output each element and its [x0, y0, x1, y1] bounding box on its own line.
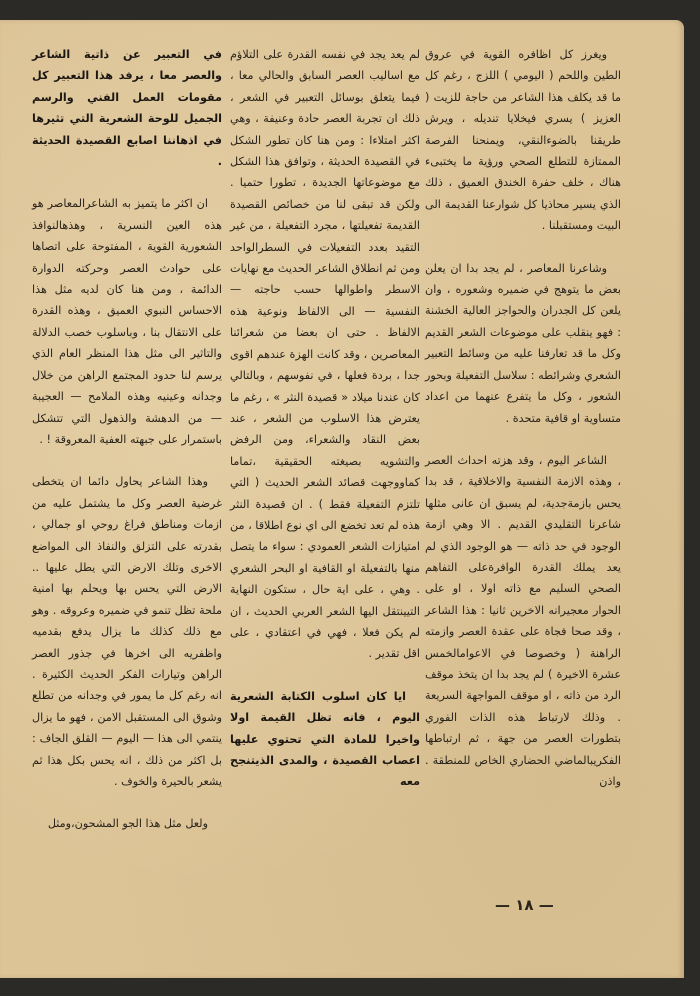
paragraph: ولعل مثل هذا الجو المشحون،ومثل [47, 817, 208, 831]
text-column-left [32, 44, 222, 856]
paragraph: الشاعر اليوم ، وقد هزته احداث العصر ، وهذه الازمة النفسية والاخلاقية ، قد بدا يحس بازمةجدية، لم يسبق ان عانى مثلها شاعرنا التقليدي القديم . الا وهي ازمة الوجود في حد ذاته — هو الوجود الذي لم يعد يملك القدرة الوافرةعلى التفاهم الصحي السليم مع ذاته اولا ، او على الحوار معجيرانه الاخرين ثانيا : هذا الشاعر ، وقد صحا فجاة على عقدة العصر وازمته الراهنة ( وخصوصا في الاعوامالخمس عشرة الاخيرة ) لم يجد بدا ان يتخذ موقف الرد من ذاته ، او موقف المواجهة السريعة . وذلك لارتباط هذه الذات الفوري بتطورات العصر من جهة ، ثم ارتباطها الفكريبالماضي الحضاري الخاص للمنطقة . واذن [425, 453, 621, 788]
paragraph: لم يعد يجد في نفسه القدرة على التلاؤم مع اساليب العصر السابق والحالي معا ، فيما يتعلق بوسائل التعبير في الشعر ، ذلك ان تجربة العصر حادة وعنيفة ، وهي اكثر امتلاءا : ومن هنا كان تطور الشكل في القصيدة الحديثة ، وتوافق هذا الشكل مع موضوعاتها الجديدة ، تطورا حتميا . ولكن قد تبقى لنا من خصائص القصيدة القديمة تفعيلتها ، مجرد التفعيلة ، من غير التقيد بعدد التفعيلات في السطرالواحد ومن ثم انطلاق الشاعر الحديث مع نهايات الاسطر واطوالها حسب حاجته — النفسية — الى الالفاظ ونوعية هذه الالفاظ . حتى ان بعضا من شعرائنا المعاصرين ، وقد كانت الهزة عندهم اقوى جدا ، بردة فعلها ، في نفوسهم ، وبالتالي كان عندنا ميلاد « قصيدة النثر » ، رغم ما يعترض هذا الاسلوب من الشعر ، عند بعض النقاد والشعراء، ومن الرفض والتشويه بصيغته الحقيقية ،تماما كماووجهت قصائد الشعر الحديث ( التي تلتزم التفعيلة فقط ) . ان قصيدة النثر هذه لم تعد تخضع الى اي نوع اطلاقا ، من امتيازات الشعر العمودي : سواء ما يتصل منها بالتفعيلة او القافية او البحر الشعري . وهي ، على اية حال ، ستكون النهاية التيينتقل اليها الشعر العربي الحديث ، ان لم يكن فعلا ، فهي في اعتقادي ، على اقل تقدير . [230, 48, 420, 661]
paragraph: ويغرز كل اظافره القوية في عروق الطين واللحم ( اليومي ) اللزج ، رغم كل ما قد يكلف هذا الشاعر من حاجة للزيت ( العزيز ) يسري فيخلايا تنديله ، ويرش طريقنا بالضوءالنقي، ويمنحنا الفرصة الممتازة للتطلع الصحي ورؤية ما يختبىء هناك ، خلف حفرة الخندق العميق ، ذلك الذي يسير محاذيا كل شوارعنا القديمة الى البيت ومستقبلنا . [425, 48, 621, 233]
paragraph: ان اكثر ما يتميز به الشاعرالمعاصر هو هذه العين النسرية ، وهذهالنوافذ الشعورية القوية ، المفتوحة على اتصاها على حوادث العصر وحركته الدوارة الدائمة ، ومن هنا كان لديه مثل هذا الاحساس النبوي العميق ، وهذه القدرة على الانتقال بنا ، وباسلوب خصب الدلالة والتاثير الى مثل هذا المنظر العام الذي يرسم لنا حدود المجتمع الراهن من خلال وجدانه وعينيه وهذه الملامح — العجيبة — من الدهشة والذهول التي تتشكل باستمرار على جبهته العفية المعروقة ! . [32, 197, 222, 446]
bold-paragraph: في التعبير عن ذاتية الشاعر والعصر معا ، يرفد هذا التعبير كل مقومات العمل الفني والرسم الجميل للوحة الشعرية التي تثيرها في اذهاننا اصابع القصيدة الحديثة . [32, 48, 222, 169]
text-column-middle [230, 44, 420, 814]
paragraph: وهذا الشاعر يحاول دائما ان يتخطى غرضية العصر وكل ما يشتمل عليه من ازمات ومناطق فراغ روحي او جمالي ، بقدرته على التزلق والنفاذ الى المواضع الاخرى وتلك الارض التي يطل عليها .. الارض التي يحس بها ويحلم بها امنية ملحة تظل تنمو في ضميره وعروقه . وهو مع ذلك كذلك ما يزال يدفع بقدميه واظفريه الى اخرها في جذور العصر الراهن وتيارات الفكر الحديث الكثيرة . انه رغم كل ما يمور في وجدانه من تطلع وشوق الى المستقبل الامن ، فهو ما يزال ينتمي الى هذا — اليوم — القلق الجاف : بل اكثر من ذلك ، انه يحس بكل هذا ثم يشعر بالحيرة والخوف . [32, 475, 222, 788]
magazine-page [0, 20, 684, 978]
paragraph: وشاعرنا المعاصر ، لم يجد بدا ان يعلن بعض ما يتوهج في ضميره وشعوره ، وان يلعن كل الجدران والحواجز العالية الخشنة : فهو ينقلب على موضوعات الشعر القديم وكل ما قد تعارفنا عليه من وسائط التعبير الشعري وشرائطه : سلاسل التفعيلة وبحور الشعور ، وكل ما يتفرع عنهما من اعداد متساوية او قافية متحدة . [425, 261, 621, 425]
page-number: — ١٨ — [495, 896, 554, 914]
text-column-right [425, 44, 621, 813]
bold-paragraph: ايا كان اسلوب الكتابة الشعرية اليوم ، فانه تظل القيمة اولا واخيرا للمادة التي تحتوي عليها اعصاب القصيدة ، والمدى الذيتنجح معه [230, 689, 420, 789]
